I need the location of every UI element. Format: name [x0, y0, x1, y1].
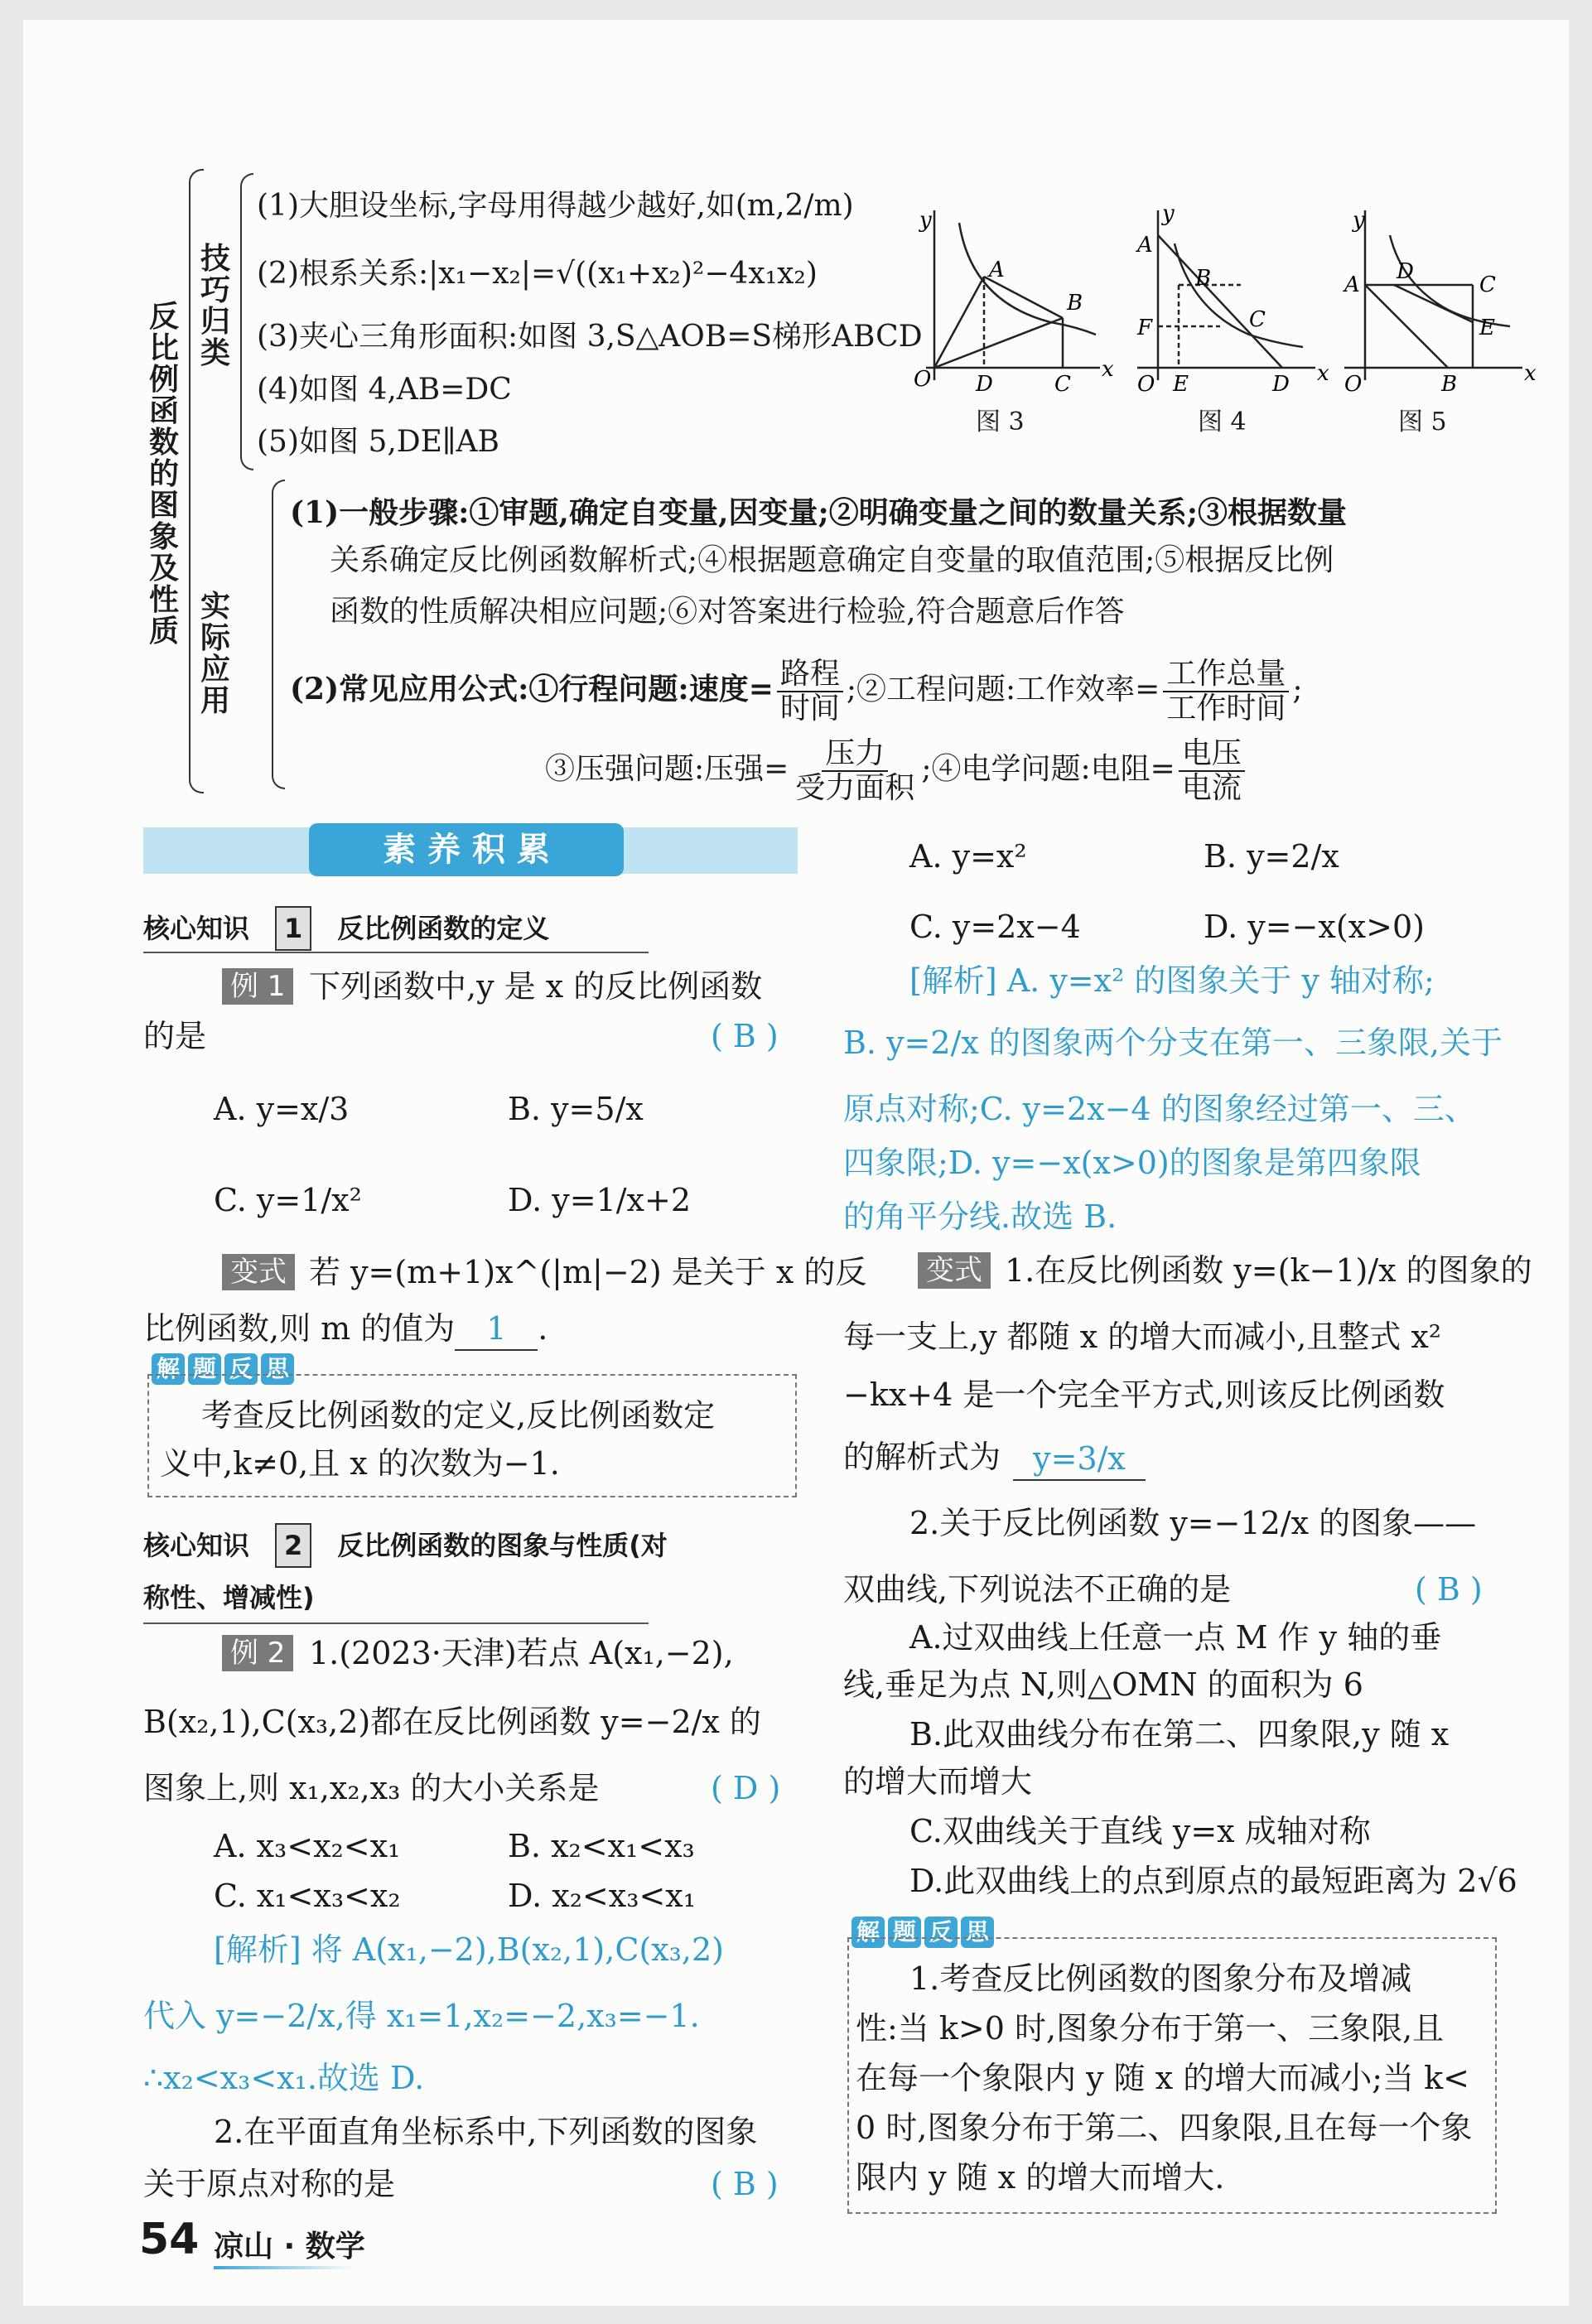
section-banner: 素 养 积 累 — [309, 823, 624, 876]
right-solution-5: 的角平分线.故选 B. — [843, 1198, 1117, 1235]
right-var-tag: 变式 — [918, 1252, 991, 1289]
right-v2-line-2: 双曲线,下列说法不正确的是 — [843, 1571, 1232, 1608]
ex2-solution-1: [解析] 将 A(x₁,−2),B(x₂,1),C(x₃,2) — [214, 1931, 724, 1968]
formula-line-2: ③压强问题:压强= $\frac{\text{压力}}{\text{受力面积}}$ ;④电学问题:电阻= $\frac{\text{电压}}{\text{电流}}$ — [545, 737, 1248, 805]
ex2-question-3: 图象上,则 x₁,x₂,x₃ 的大小关系是 — [143, 1770, 600, 1806]
fig3-label-o: O — [914, 367, 932, 392]
right-v2-opt-4: 的增大而增大 — [843, 1763, 1033, 1800]
ex2-question-1: 1.(2023·天津)若点 A(x₁,−2), — [309, 1635, 734, 1671]
right-solution-3: 原点对称;C. y=2x−4 的图象经过第一、三、 — [843, 1091, 1476, 1127]
var1-question-2: 比例函数,则 m 的值为 1 . — [143, 1308, 548, 1351]
ex2-q2-line-2: 关于原点对称的是 — [143, 2166, 396, 2202]
skill-2: (2)根系关系:|x₁−x₂|=√((x₁+x₂)²−4x₁x₂) — [257, 257, 818, 291]
right-option-b: B. y=2/x — [1204, 838, 1339, 875]
ex1-option-a: A. y=x/3 — [214, 1091, 350, 1127]
formula-line-1: (2)常见应用公式:①行程问题:速度= $\frac{\text{路程}}{\text{时间}}$ ;②工程问题:工作效率= $\frac{\text{工作总量}}{\text{工作时间}}$ ; — [290, 657, 1303, 726]
fig5-label-d: D — [1397, 259, 1414, 284]
right-v1-answer: y=3/x — [1013, 1438, 1146, 1481]
figure-3 — [909, 202, 1117, 401]
ex2-option-d: D. x₂<x₃<x₁ — [508, 1878, 696, 1914]
fig3-caption: 图 3 — [976, 407, 1025, 436]
fig3-label-d: D — [976, 372, 993, 397]
ex2-option-c: C. x₁<x₃<x₂ — [214, 1878, 401, 1914]
var1-tag: 变式 — [222, 1254, 295, 1290]
right-v2-opt-1: A.过双曲线上任意一点 M 作 y 轴的垂 — [909, 1619, 1442, 1656]
reflect2-line-5: 限内 y 随 x 的增大而增大. — [856, 2159, 1225, 2196]
reflect-label-2: 解 题 反 思 — [851, 1917, 997, 1948]
fig4-label-o: O — [1137, 372, 1155, 397]
fig4-label-y: y — [1162, 202, 1175, 226]
right-solution-2: B. y=2/x 的图象两个分支在第一、三象限,关于 — [843, 1025, 1503, 1061]
fig5-label-o: O — [1344, 372, 1363, 397]
right-v1-line-2: 每一支上,y 都随 x 的增大而减小,且整式 x² — [843, 1319, 1442, 1355]
fig5-caption: 图 5 — [1398, 407, 1447, 436]
fig4-label-c: C — [1249, 307, 1266, 332]
ex2-option-a: A. x₃<x₂<x₁ — [214, 1828, 401, 1864]
reflect-label-1: 解 题 反 思 — [152, 1353, 297, 1385]
fig4-label-x: x — [1317, 361, 1329, 386]
page-number: 54 — [139, 2215, 200, 2264]
fig4-label-e: E — [1173, 372, 1189, 397]
reflect1-line-2: 义中,k≠0,且 x 的次数为−1. — [160, 1445, 560, 1482]
ex2-solution-3: ∴x₂<x₃<x₁.故选 D. — [143, 2060, 425, 2096]
ex2-tag: 例 2 — [222, 1635, 293, 1671]
fig3-label-y: y — [919, 208, 932, 233]
reflect2-line-4: 0 时,图象分布于第二、四象限,且在每一个象 — [856, 2109, 1473, 2146]
right-v2-opt-3: B.此双曲线分布在第二、四象限,y 随 x — [909, 1716, 1450, 1753]
apply-step-2: 关系确定反比例函数解析式;④根据题意确定自变量的取值范围;⑤根据反比例 — [330, 543, 1334, 577]
reflect2-line-1: 1.考查反比例函数的图象分布及增减 — [909, 1960, 1412, 1997]
apply-brace — [272, 480, 285, 789]
ex1-option-b: B. y=5/x — [508, 1091, 644, 1127]
k1-underline — [143, 952, 649, 953]
reflect2-line-2: 性:当 k>0 时,图象分布于第一、三象限,且 — [856, 2010, 1445, 2047]
right-v2-answer: ( B ) — [1415, 1571, 1483, 1608]
right-v2-opt-5: C.双曲线关于直线 y=x 成轴对称 — [909, 1813, 1371, 1849]
skill-4: (4)如图 4,AB=DC — [257, 373, 512, 407]
ex1-question-2: 的是 — [143, 1018, 207, 1054]
ex1-answer: ( B ) — [711, 1018, 779, 1054]
fig5-label-x: x — [1524, 361, 1537, 386]
fig5-label-b: B — [1441, 372, 1458, 397]
fig5-label-c: C — [1479, 272, 1496, 297]
apply-label: 实 际 应 用 — [200, 590, 230, 718]
summary-vertical-title: 反 比 例 函 数 的 图 象 及 性 质 — [148, 300, 179, 649]
apply-step-3: 函数的性质解决相应问题;⑥对答案进行检验,符合题意后作答 — [330, 595, 1125, 629]
fig5-label-a: A — [1344, 272, 1360, 297]
footer-text: 凉山 · 数学 — [214, 2230, 365, 2264]
k2-heading: 核心知识 2 反比例函数的图象与性质(对 — [143, 1523, 668, 1568]
fig3-label-c: C — [1054, 372, 1071, 397]
ex1-option-d: D. y=1/x+2 — [508, 1182, 692, 1218]
ex2-q2-answer: ( B ) — [711, 2166, 779, 2202]
fig4-caption: 图 4 — [1198, 407, 1247, 436]
right-option-a: A. y=x² — [909, 838, 1027, 875]
skill-1: (1)大胆设坐标,字母用得越少越好,如(m,2/m) — [257, 189, 854, 223]
skills-brace — [240, 173, 253, 470]
fig4-label-d: D — [1272, 372, 1290, 397]
apply-step-1: (1)一般步骤:①审题,确定自变量,因变量;②明确变量之间的数量关系;③根据数量 — [290, 495, 1348, 530]
fig3-label-b: B — [1067, 291, 1083, 316]
skills-label: 技 巧 归 类 — [200, 242, 230, 370]
fig3-label-a: A — [989, 258, 1005, 282]
ex2-solution-2: 代入 y=−2/x,得 x₁=1,x₂=−2,x₃=−1. — [143, 1998, 700, 2034]
var1-question-1: 若 y=(m+1)x^(|m|−2) 是关于 x 的反 — [309, 1254, 867, 1290]
right-v2-line-1: 2.关于反比例函数 y=−12/x 的图象—— — [909, 1505, 1477, 1541]
ex1-tag: 例 1 — [222, 968, 293, 1005]
right-v1-line-3: −kx+4 是一个完全平方式,则该反比例函数 — [843, 1377, 1445, 1413]
page — [23, 20, 1569, 2306]
right-v2-opt-6: D.此双曲线上的点到原点的最短距离为 2√6 — [909, 1863, 1517, 1899]
figure-5 — [1332, 202, 1539, 401]
fig4-label-b: B — [1195, 266, 1212, 291]
right-solution-4: 四象限;D. y=−x(x>0)的图象是第四象限 — [843, 1145, 1421, 1181]
k1-heading: 核心知识 1 反比例函数的定义 — [143, 906, 549, 951]
right-option-c: C. y=2x−4 — [909, 909, 1081, 945]
fig4-label-f: F — [1137, 316, 1153, 340]
ex1-question-1: 下列函数中,y 是 x 的反比例函数 — [309, 968, 763, 1005]
ex2-question-2: B(x₂,1),C(x₃,2)都在反比例函数 y=−2/x 的 — [143, 1704, 761, 1740]
right-v2-opt-2: 线,垂足为点 N,则△OMN 的面积为 6 — [843, 1666, 1363, 1703]
right-v1-line-4: 的解析式为 — [843, 1439, 1001, 1475]
right-v1-line-1: 1.在反比例函数 y=(k−1)/x 的图象的 — [1005, 1252, 1532, 1289]
reflect1-line-1: 考查反比例函数的定义,反比例函数定 — [201, 1397, 716, 1434]
ex2-answer: ( D ) — [711, 1770, 781, 1806]
right-solution-1: [解析] A. y=x² 的图象关于 y 轴对称; — [909, 962, 1435, 999]
fig5-label-y: y — [1353, 208, 1365, 233]
figure-4 — [1125, 202, 1332, 401]
ex1-option-c: C. y=1/x² — [214, 1182, 362, 1218]
skill-3: (3)夹心三角形面积:如图 3,S△AOB=S梯形ABCD — [257, 320, 923, 354]
footer-underline — [214, 2266, 355, 2269]
ex2-option-b: B. x₂<x₁<x₃ — [508, 1828, 695, 1864]
ex2-q2-line-1: 2.在平面直角坐标系中,下列函数的图象 — [214, 2114, 758, 2150]
k2-underline — [143, 1622, 649, 1624]
fig3-label-x: x — [1102, 357, 1114, 382]
fig5-label-e: E — [1479, 316, 1495, 340]
fig4-label-a: A — [1137, 233, 1153, 258]
k2-heading-2: 称性、增减性) — [143, 1582, 315, 1613]
right-option-d: D. y=−x(x>0) — [1204, 909, 1425, 945]
reflect2-line-3: 在每一个象限内 y 随 x 的增大而减小;当 k< — [856, 2060, 1469, 2096]
skill-5: (5)如图 5,DE∥AB — [257, 425, 500, 459]
